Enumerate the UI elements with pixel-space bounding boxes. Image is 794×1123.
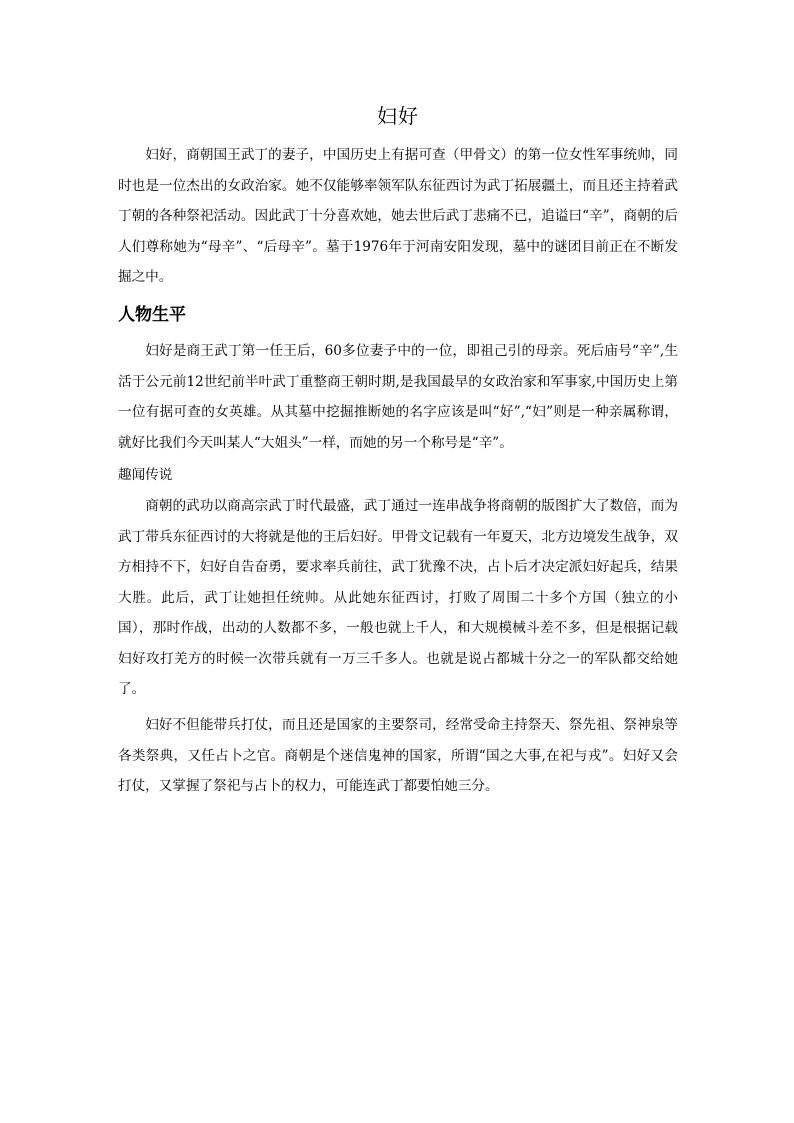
legend-paragraph-1: 商朝的武功以商高宗武丁时代最盛，武丁通过一连串战争将商朝的版图扩大了数倍，而为武丁带兵东征西讨的大将就是他的王后妇好。甲骨文记载有一年夏天，北方边境发生战争，双方相持不下，妇好自告奋勇，要求率兵前往，武丁犹豫不决，占卜后才决定派妇好起兵，结果大胜。此后，武丁让她担任统帅。从此她东征西讨，打败了周围二十多个方国（独立的小国），那时作战，出动的人数都不多，一般也就上千人，和大规模械斗差不多，但是根据记载妇好攻打羌方的时候一次带兵就有一万三千多人。也就是说占都城十分之一的军队都交给她了。 (118, 498, 678, 697)
section-heading-biography: 人物生平 (118, 305, 186, 325)
document-page (118, 0, 678, 1123)
document-title: 妇好 (377, 104, 419, 128)
intro-paragraph: 妇好，商朝国王武丁的妻子，中国历史上有据可查（甲骨文）的第一位女性军事统帅，同时也是一位杰出的女政治家。她不仅能够率领军队东征西讨为武丁拓展疆土，而且还主持着武丁朝的各种祭祀活动。因此武丁十分喜欢她，她去世后武丁悲痛不已，追谥曰“辛”，商朝的后人们尊称她为“母辛”、“后母辛”。墓于1976年于河南安阳发现，墓中的谜团目前正在不断发掘之中。 (118, 147, 678, 285)
section-heading-legends: 趣闻传说 (118, 467, 173, 483)
biography-paragraph: 妇好是商王武丁第一任王后，60多位妻子中的一位，即祖己引的母亲。死后庙号“辛”,生活于公元前12世纪前半叶武丁重整商王朝时期,是我国最早的女政治家和军事家,中国历史上第一位有据可查的女英雄。从其墓中挖掘推断她的名字应该是叫“好”,“妇”则是一种亲属称谓，就好比我们今天叫某人“大姐头”一样，而她的另一个称号是“辛”。 (118, 343, 678, 451)
legend-paragraph-2: 妇好不但能带兵打仗，而且还是国家的主要祭司，经常受命主持祭天、祭先祖、祭神泉等各类祭典，又任占卜之官。商朝是个迷信鬼神的国家，所谓“国之大事,在祀与戎”。妇好又会打仗，又掌握了祭祀与占卜的权力，可能连武丁都要怕她三分。 (118, 717, 678, 794)
